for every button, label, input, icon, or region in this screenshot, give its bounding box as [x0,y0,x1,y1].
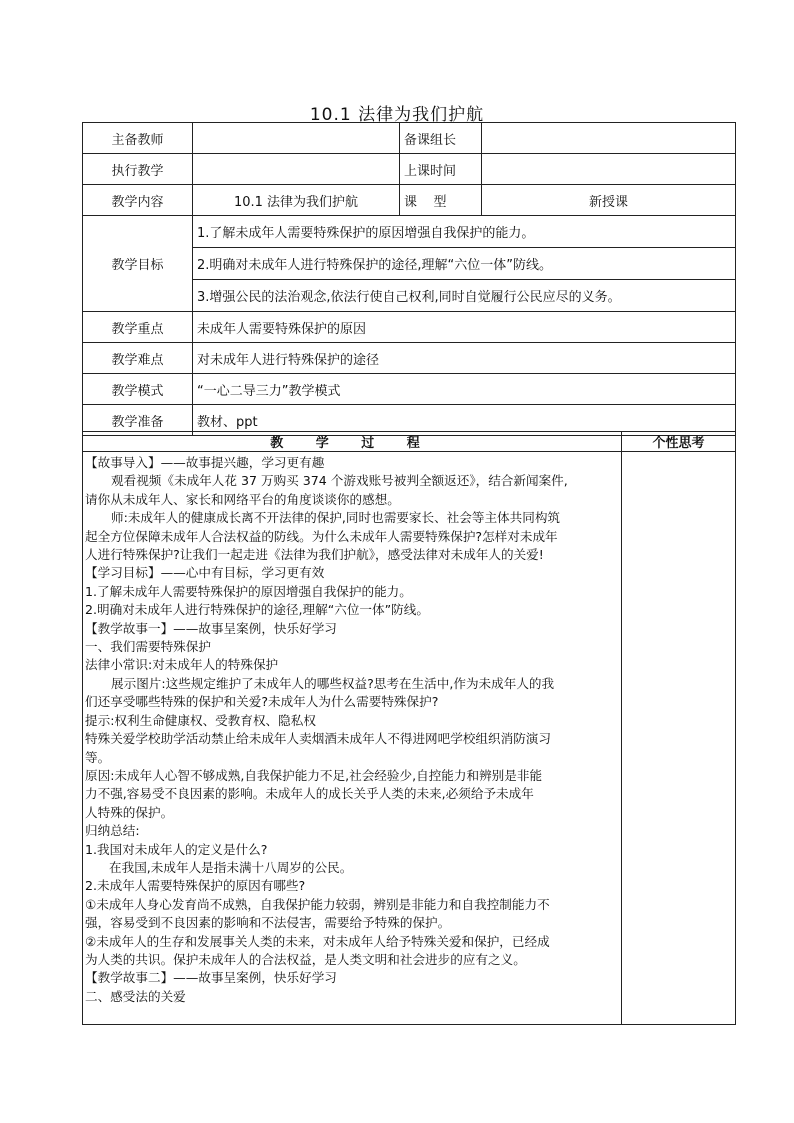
process-header: 教 学 过 程 [83,432,622,452]
process-line: 在我国,未成年人是指未满十八周岁的公民。 [109,859,353,875]
teaching-process-table [82,431,736,1025]
personal-thinking-header: 个性思考 [622,432,736,452]
process-line: 力不强,容易受不良因素的影响。未成年人的成长关乎人类的未来,必须给予未成年 [85,786,534,802]
time-label: 上课时间 [400,154,482,185]
exec-value [193,154,400,185]
group-leader-label: 备课组长 [400,123,482,154]
goals-label: 教学目标 [83,216,193,312]
process-line: 强，容易受到不良因素的影响和不法侵害，需要给予特殊的保护。 [85,915,451,931]
process-line: 法律小常识:对未成年人的特殊保护 [85,657,279,673]
main-teacher-label: 主备教师 [83,123,193,154]
goal-item-1: 1.了解未成年人需要特殊保护的原因增强自我保护的能力。 [193,216,736,248]
process-line: 为人类的共识。保护未成年人的合法权益，是人类文明和社会进步的应有之义。 [85,951,526,967]
process-line: 起全方位保障未成年人合法权益的防线。为什么未成年人需要特殊保护?怎样对未成年 [85,528,558,544]
process-line: ①未成年人身心发育尚不成熟，自我保护能力较弱，辨别是非能力和自我控制能力不 [85,896,550,912]
type-label: 课 型 [400,185,482,216]
process-line: 等。 [85,749,111,765]
process-content [83,452,622,1025]
personal-thinking-cell [622,452,736,1025]
process-line: 1.我国对未成年人的定义是什么? [85,841,268,857]
exec-label: 执行教学 [83,154,193,185]
goal-item-2: 2.明确对未成年人进行特殊保护的途径,理解“六位一体”防线。 [193,248,736,280]
goal-item-3: 3.增强公民的法治观念,依法行使自己权利,同时自觉履行公民应尽的义务。 [193,280,736,312]
process-line: 二、感受法的关爱 [85,988,186,1004]
difficulty-label: 教学难点 [83,343,193,374]
document-title: 10.1 法律为我们护航 [309,105,485,125]
key-point-value: 未成年人需要特殊保护的原因 [193,312,736,343]
process-line: 观看视频《未成年人花 37 万购买 374 个游戏账号被判全额返还》，结合新闻案件, [111,473,568,489]
process-line: 2.未成年人需要特殊保护的原因有哪些? [85,878,306,894]
process-line: 一、我们需要特殊保护 [85,639,211,655]
difficulty-value: 对未成年人进行特殊保护的途径 [193,343,736,374]
time-value [482,154,736,185]
mode-label: 教学模式 [83,374,193,405]
process-line: 原因:未成年人心智不够成熟,自我保护能力不足,社会经验少,自控能力和辨别是非能 [85,767,543,783]
process-line: 展示图片:这些规定维护了未成年人的哪些权益?思考在生活中,作为未成年人的我 [111,675,555,691]
key-point-label: 教学重点 [83,312,193,343]
process-line: 人进行特殊保护?让我们一起走进《法律为我们护航》，感受法律对未成年人的关爱! [85,547,544,563]
group-leader-value [482,123,736,154]
content-label: 教学内容 [83,185,193,216]
content-value: 10.1 法律为我们护航 [193,185,400,216]
process-line: 【故事导入】——故事提兴趣，学习更有趣 [85,455,325,470]
process-line: 特殊关爱学校助学活动禁止给未成年人卖烟酒未成年人不得进网吧学校组织消防演习 [85,731,551,747]
prep-label: 教学准备 [83,405,193,436]
prep-value: 教材、ppt [193,405,736,436]
process-line: 提示:权利生命健康权、受教育权、隐私权 [85,712,316,728]
main-teacher-value [193,123,400,154]
process-line: 请你从未成年人、家长和网络平台的角度谈谈你的感想。 [85,491,400,507]
process-line: 【学习目标】——心中有目标，学习更有效 [85,565,325,581]
process-line: 1.了解未成年人需要特殊保护的原因增强自我保护的能力。 [85,583,412,599]
lesson-info-table [82,122,736,436]
mode-value: “一心二导三力”教学模式 [193,374,736,405]
process-line: 【教学故事一】——故事呈案例，快乐好学习 [85,620,337,636]
process-line: 师:未成年人的健康成长离不开法律的保护,同时也需要家长、社会等主体共同构筑 [111,510,561,526]
process-line: ②未成年人的生存和发展事关人类的未来，对未成年人给予特殊关爱和保护，已经成 [85,933,550,949]
process-line: 人特殊的保护。 [85,804,174,820]
process-line: 【教学故事二】——故事呈案例，快乐好学习 [85,970,337,986]
type-value: 新授课 [482,185,736,216]
process-line: 归纳总结: [85,823,140,839]
process-line: 2.明确对未成年人进行特殊保护的途径,理解“六位一体”防线。 [85,602,429,618]
process-line: 们还享受哪些特殊的保护和关爱?未成年人为什么需要特殊保护? [85,694,439,710]
